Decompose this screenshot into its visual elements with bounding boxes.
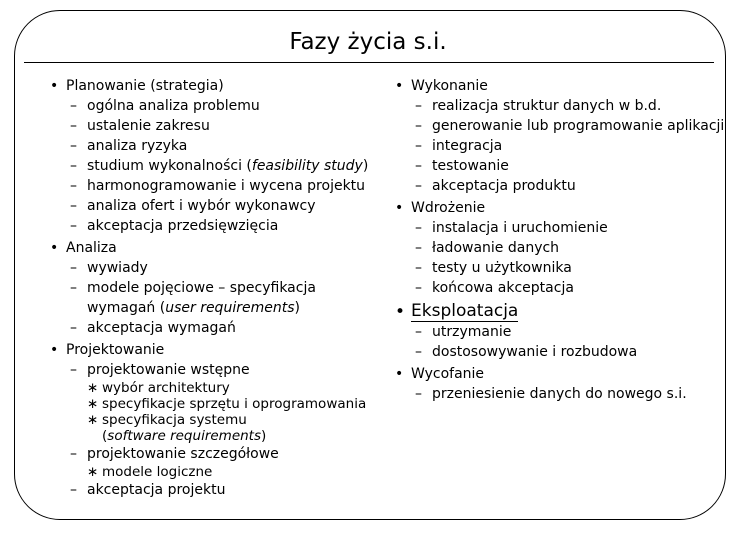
bullet-item (40, 76, 365, 96)
section-eksploatacja (385, 300, 730, 362)
bullet-item (385, 198, 730, 218)
section-label: Eksploatacja (411, 301, 519, 321)
dash-icon: – (70, 446, 77, 462)
dash-icon: – (415, 178, 422, 194)
dash-icon: – (70, 320, 77, 336)
bullet-item (40, 238, 365, 258)
section-label: Projektowanie (66, 342, 165, 358)
list-item (385, 116, 730, 136)
list-item-text: ) (362, 158, 369, 174)
dash-icon: – (415, 220, 422, 236)
dash-icon: – (415, 260, 422, 276)
list-item (40, 116, 365, 136)
list-item-text: projektowanie szczegółowe (87, 446, 279, 462)
list-item (385, 342, 730, 362)
bullet-icon: • (395, 200, 404, 216)
list-item (40, 156, 369, 176)
bullet-icon: • (50, 342, 59, 358)
section-label: Wdrożenie (411, 200, 486, 216)
list-item-text: realizacja struktur danych w b.d. (432, 98, 662, 114)
bullet-item (385, 76, 730, 96)
dash-icon: – (70, 138, 77, 154)
list-item-emphasis: feasibility study (251, 158, 363, 174)
list-item (385, 176, 730, 196)
bullet-item-highlighted (385, 300, 730, 322)
title-divider (24, 62, 714, 63)
list-item-text: harmonogramowanie i wycena projektu (87, 178, 366, 194)
asterisk-icon: ∗ (87, 464, 99, 480)
sub-list-item (40, 396, 365, 412)
list-item-text: testowanie (432, 158, 509, 174)
list-item (385, 156, 730, 176)
list-item-text: akceptacja projektu (87, 482, 226, 498)
dash-icon: – (415, 280, 422, 296)
dash-icon: – (415, 158, 422, 174)
left-column (40, 76, 369, 500)
dash-icon: – (70, 118, 77, 134)
list-item-text: utrzymanie (432, 324, 512, 340)
dash-icon: – (415, 386, 422, 402)
list-item-text: modele pojęciowe – specyfikacja (87, 280, 316, 296)
list-item (385, 136, 730, 156)
asterisk-icon: ∗ (87, 412, 99, 428)
section-planowanie (40, 76, 369, 236)
section-projektowanie (40, 340, 365, 500)
list-item (385, 278, 730, 298)
dash-icon: – (415, 344, 422, 360)
asterisk-icon: ∗ (87, 380, 99, 396)
sub-list-item (40, 412, 365, 444)
list-item-text: integracja (432, 138, 503, 154)
list-item-text: akceptacja produktu (432, 178, 576, 194)
sub-list-item-continuation: (software requirements) (102, 428, 267, 444)
bullet-icon: • (395, 302, 406, 322)
list-item (385, 384, 730, 404)
list-item-text: dostosowywanie i rozbudowa (432, 344, 638, 360)
list-item (40, 258, 365, 278)
list-item-text: ładowanie danych (432, 240, 560, 256)
list-item-text: akceptacja przedsięwzięcia (87, 218, 279, 234)
list-item (385, 218, 730, 238)
bullet-icon: • (395, 366, 404, 382)
sub-list-item-text: wybór architektury (102, 380, 230, 396)
bullet-icon: • (395, 78, 404, 94)
list-item-text: testy u użytkownika (432, 260, 572, 276)
list-item-text: końcowa akceptacja (432, 280, 574, 296)
dash-icon: – (415, 324, 422, 340)
bullet-icon: • (50, 78, 59, 94)
list-item-emphasis: user requirements (165, 300, 295, 316)
sub-list-item-text: modele logiczne (102, 464, 213, 480)
dash-icon: – (70, 98, 77, 114)
dash-icon: – (70, 482, 77, 498)
list-item (40, 176, 365, 196)
dash-icon: – (70, 158, 77, 174)
section-label: Wycofanie (411, 366, 485, 382)
bullet-item (385, 364, 730, 384)
dash-icon: – (415, 138, 422, 154)
sub-list-item (40, 380, 365, 396)
dash-icon: – (415, 98, 422, 114)
sub-list-item-text: specyfikacja systemu (102, 412, 247, 428)
dash-icon: – (70, 362, 77, 378)
list-item-text: akceptacja wymagań (87, 320, 236, 336)
list-item (40, 480, 365, 500)
asterisk-icon: ∗ (87, 396, 99, 412)
list-item-continuation: wymagań (user requirements) (87, 300, 300, 316)
section-analiza (40, 238, 365, 338)
list-item (40, 216, 365, 236)
dash-icon: – (70, 198, 77, 214)
list-item (385, 238, 730, 258)
bullet-item (40, 340, 365, 360)
list-item-text: analiza ofert i wybór wykonawcy (87, 198, 316, 214)
list-item (385, 322, 730, 342)
section-wycofanie (385, 364, 730, 404)
list-item (40, 96, 365, 116)
dash-icon: – (70, 178, 77, 194)
list-item-text: przeniesienie danych do nowego s.i. (432, 386, 687, 402)
list-item (40, 444, 365, 464)
list-item (40, 318, 365, 338)
sub-list-item-emphasis: software requirements (107, 428, 262, 444)
slide-title: Fazy życia s.i. (289, 29, 447, 55)
section-label: Analiza (66, 240, 117, 256)
list-item-text: wywiady (87, 260, 148, 276)
list-item (40, 360, 365, 380)
list-item (40, 196, 365, 216)
list-item (385, 258, 730, 278)
section-label: Planowanie (strategia) (66, 78, 224, 94)
right-column (385, 76, 730, 404)
dash-icon: – (70, 280, 77, 296)
section-wdrozenie (385, 198, 730, 298)
list-item-text: analiza ryzyka (87, 138, 188, 154)
list-item (40, 136, 365, 156)
bullet-icon: • (50, 240, 59, 256)
list-item (40, 278, 365, 318)
list-item-text: projektowanie wstępne (87, 362, 250, 378)
dash-icon: – (415, 240, 422, 256)
sub-list-item-text: specyfikacje sprzętu i oprogramowania (102, 396, 367, 412)
dash-icon: – (415, 118, 422, 134)
list-item-text: ogólna analiza problemu (87, 98, 260, 114)
list-item-text: studium wykonalności ( (87, 158, 252, 174)
list-item-text: generowanie lub programowanie aplikacji (432, 118, 725, 134)
sub-list-item (40, 464, 365, 480)
dash-icon: – (70, 260, 77, 276)
list-item-text: instalacja i uruchomienie (432, 220, 608, 236)
list-item-text: ustalenie zakresu (87, 118, 210, 134)
dash-icon: – (70, 218, 77, 234)
section-wykonanie (385, 76, 730, 196)
list-item (385, 96, 730, 116)
section-label: Wykonanie (411, 78, 488, 94)
